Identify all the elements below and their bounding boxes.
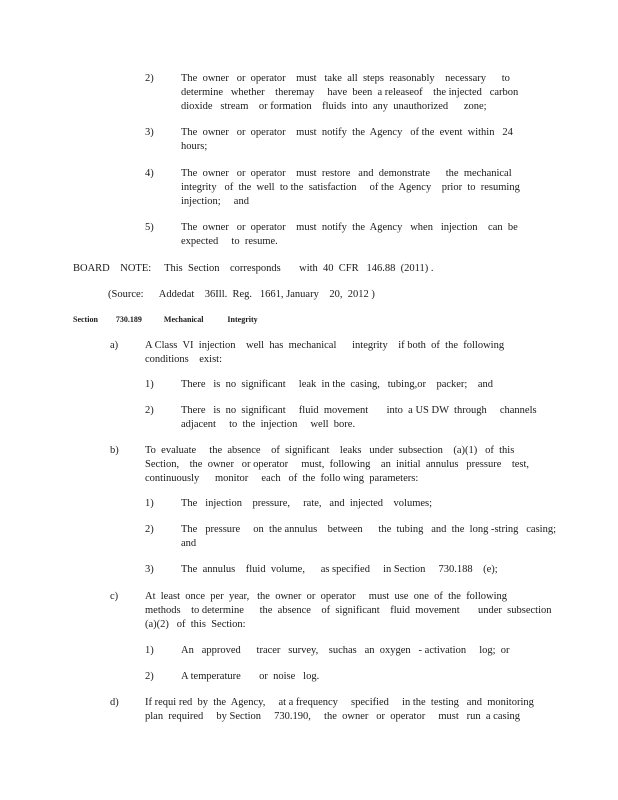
section-heading: Section 730.189 Mechanical Integrity — [73, 315, 258, 324]
item-text: The owner or operator must take all steps reasonably necessary to determine whether theremay have been a releaseof the injected carbon dioxide stream or formation fluids into any unauthorized zone; — [181, 73, 519, 112]
item-number: 1) — [145, 379, 154, 390]
source-note: (Source: Addedat 36Ill. Reg. 1661, January 20, 2012 ) — [108, 289, 375, 300]
subsection-text: To evaluate the absence of significant leaks under subsection (a)(1) of this Section, the owner or operator must, following an initial annulus pressure test, continuously monitor each of the follo wing parameters: — [145, 445, 530, 484]
subsection-letter: b) — [110, 445, 119, 456]
item-number: 1) — [145, 645, 154, 656]
item-text: There is no significant leak in the casing, tubing,or packer; and — [181, 379, 494, 390]
item-number: 3) — [145, 564, 154, 575]
item-number: 5) — [145, 222, 154, 233]
item-text: The owner or operator must notify the Agency when injection can be expected to resume. — [181, 222, 518, 247]
item-text: The owner or operator must notify the Agency of the event within 24 hours; — [181, 127, 513, 152]
item-text: The pressure on the annulus between the tubing and the long -string casing; and — [181, 524, 557, 549]
subsection-text: A Class VI injection well has mechanical integrity if both of the following conditions exist: — [145, 340, 505, 365]
item-number: 4) — [145, 168, 154, 179]
item-number: 2) — [145, 671, 154, 682]
item-text: The injection pressure, rate, and injected volumes; — [181, 498, 433, 509]
item-number: 2) — [145, 524, 154, 535]
subsection-letter: c) — [110, 591, 119, 602]
item-text: A temperature or noise log. — [181, 671, 320, 682]
subsection-text: If requi red by the Agency, at a frequency specified in the testing and monitoring plan required by Section 730.190, the owner or operator must run a casing — [145, 697, 534, 722]
item-number: 2) — [145, 73, 154, 84]
subsection-letter: d) — [110, 697, 119, 708]
item-number: 1) — [145, 498, 154, 509]
item-text: The owner or operator must restore and demonstrate the mechanical integrity of the well to the satisfaction of the Agency prior to resuming injection; and — [181, 168, 520, 207]
item-text: An approved tracer survey, suchas an oxygen - activation log; or — [181, 645, 510, 656]
item-text: The annulus fluid volume, as specified in Section 730.188 (e); — [181, 564, 498, 575]
item-text: There is no significant fluid movement into a US DW through channels adjacent to the injection well bore. — [181, 405, 537, 430]
subsection-letter: a) — [110, 340, 119, 351]
item-number: 2) — [145, 405, 154, 416]
item-number: 3) — [145, 127, 154, 138]
subsection-text: At least once per year, the owner or operator must use one of the following methods to determine the absence of significant fluid movement under subsection (a)(2) of this Section: — [145, 591, 552, 630]
board-note: BOARD NOTE: This Section corresponds with 40 CFR 146.88 (2011) . — [73, 263, 434, 274]
